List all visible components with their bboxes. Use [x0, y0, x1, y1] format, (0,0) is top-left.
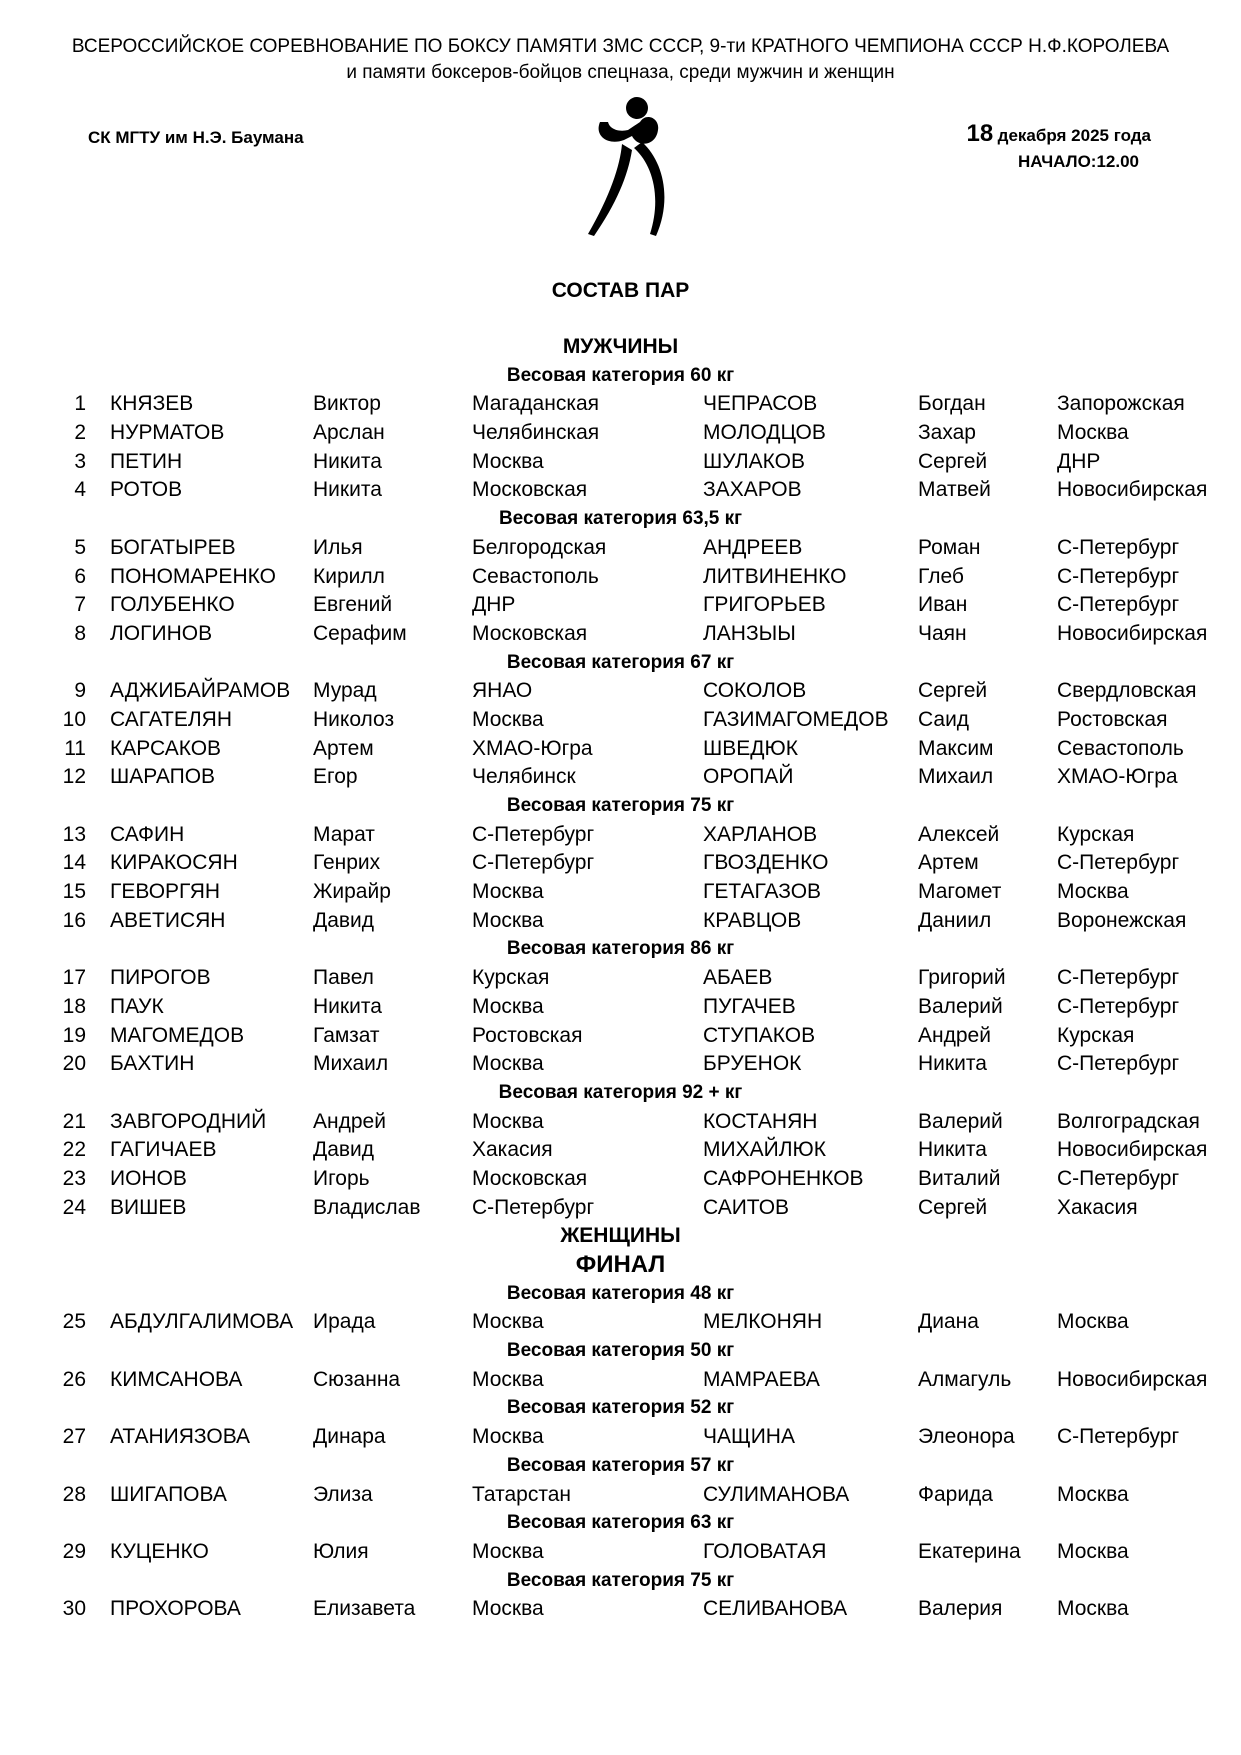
boxer2-surname: СОКОЛОВ	[703, 679, 807, 703]
weight-category-heading: Весовая категория 75 кг	[506, 795, 735, 816]
boxer1-surname: ПАУК	[110, 994, 164, 1018]
weight-category-heading: Весовая категория 63 кг	[506, 1512, 735, 1534]
boxer2-name: Валерий	[918, 1109, 1003, 1133]
boxer1-name: Михаил	[313, 1052, 389, 1076]
boxer1-name: Никита	[313, 449, 382, 473]
bout-row	[0, 419, 1241, 448]
boxer1-region: С-Петербург	[472, 1195, 595, 1219]
bout-row	[0, 1022, 1241, 1051]
boxer1-name: Генрих	[313, 851, 381, 875]
bout-row	[0, 735, 1241, 764]
bouts-list	[0, 333, 1241, 1624]
bout-number: 14	[62, 851, 86, 875]
boxer2-name: Сергей	[918, 449, 988, 473]
boxer1-surname: АВЕТИСЯН	[110, 908, 226, 932]
boxer1-surname: РОТОВ	[110, 478, 183, 502]
boxer2-name: Виталий	[918, 1166, 1001, 1190]
bout-number: 22	[62, 1138, 86, 1162]
boxer1-region: Москва	[472, 449, 544, 473]
bout-number: 16	[62, 908, 86, 932]
boxer1-surname: МАГОМЕДОВ	[110, 1023, 245, 1047]
bout-number: 24	[62, 1195, 86, 1219]
boxer1-region: Московская	[472, 621, 588, 645]
bout-number: 5	[74, 535, 86, 559]
boxer1-surname: САФИН	[110, 822, 185, 846]
bout-number: 26	[62, 1367, 86, 1391]
bout-row	[0, 620, 1241, 649]
bout-number: 17	[62, 966, 86, 990]
boxer1-surname: ПИРОГОВ	[110, 966, 211, 990]
boxer1-surname: ПЕТИН	[110, 449, 183, 473]
boxer1-surname: САГАТЕЛЯН	[110, 707, 232, 731]
boxer1-name: Давид	[313, 908, 375, 932]
boxer1-name: Серафим	[313, 621, 407, 645]
boxer1-region: Москва	[472, 1310, 544, 1334]
boxer2-name: Элеонора	[918, 1425, 1015, 1449]
boxer2-surname: АНДРЕЕВ	[703, 535, 803, 559]
boxer1-region: Москва	[472, 1052, 544, 1076]
boxer2-surname: КРАВЦОВ	[703, 908, 802, 932]
boxer2-region: Запорожская	[1057, 392, 1185, 416]
weight-category-heading: Весовая категория 57 кг	[506, 1454, 735, 1476]
boxer2-region: Москва	[1057, 1539, 1129, 1563]
boxer2-region: Москва	[1057, 880, 1129, 904]
boxer2-name: Магомет	[918, 880, 1002, 904]
boxer2-surname: МЕЛКОНЯН	[703, 1310, 823, 1334]
boxer1-surname: НУРМАТОВ	[110, 421, 225, 445]
boxer1-surname: ГЕВОРГЯН	[110, 880, 221, 904]
boxer2-surname: ЗАХАРОВ	[703, 478, 802, 502]
boxer1-region: Москва	[472, 1597, 544, 1621]
gender-heading: МУЖЧИНЫ	[562, 335, 679, 358]
boxer1-name: Евгений	[313, 593, 393, 617]
bout-number: 4	[74, 478, 86, 502]
bout-row	[0, 1481, 1241, 1510]
stage-heading: ФИНАЛ	[575, 1251, 666, 1278]
boxer1-name: Павел	[313, 966, 374, 990]
date-month-year: декабря 2025 года	[997, 126, 1151, 145]
boxer2-name: Глеб	[918, 564, 964, 588]
boxer2-region: Москва	[1057, 1597, 1129, 1621]
event-date	[967, 120, 1151, 148]
boxer2-surname: ПУГАЧЕВ	[703, 994, 796, 1018]
boxer1-name: Никита	[313, 994, 382, 1018]
bout-row	[0, 706, 1241, 735]
boxer1-region: ЯНАО	[472, 679, 533, 703]
boxer1-name: Мурад	[313, 679, 377, 703]
boxer2-name: Богдан	[918, 392, 986, 416]
boxer1-region: Москва	[472, 1109, 544, 1133]
boxer1-surname: БАХТИН	[110, 1052, 195, 1076]
bout-row	[0, 563, 1241, 592]
boxer1-name: Арслан	[313, 421, 385, 445]
boxer2-surname: СУЛИМАНОВА	[703, 1482, 850, 1506]
boxer2-surname: ЛАНЗЫЫ	[703, 621, 796, 645]
bout-row	[0, 1366, 1241, 1395]
boxer1-surname: ЗАВГОРОДНИЙ	[110, 1109, 267, 1133]
boxer2-region: Воронежская	[1057, 908, 1187, 932]
boxer1-region: Москва	[472, 1367, 544, 1391]
boxer1-region: Москва	[472, 994, 544, 1018]
boxer-pictogram-icon	[580, 96, 710, 256]
bout-number: 20	[62, 1052, 86, 1076]
bout-row	[0, 1165, 1241, 1194]
weight-category-heading: Весовая категория 60 кг	[506, 364, 735, 386]
bout-number: 21	[62, 1109, 86, 1133]
boxer1-name: Элиза	[313, 1482, 373, 1506]
bout-number: 9	[74, 679, 86, 703]
boxer1-name: Давид	[313, 1138, 375, 1162]
boxer2-surname: ГОЛОВАТАЯ	[703, 1539, 827, 1563]
boxer2-surname: ЧЕПРАСОВ	[703, 392, 818, 416]
boxer1-region: Москва	[472, 1539, 544, 1563]
boxer2-region: Волгоградская	[1057, 1109, 1200, 1133]
weight-category-heading: Весовая категория 50 кг	[506, 1340, 735, 1362]
boxer1-surname: ПРОХОРОВА	[110, 1597, 241, 1621]
boxer1-region: Ростовская	[472, 1023, 583, 1047]
weight-category-heading: Весовая категория 92 + кг	[498, 1081, 743, 1103]
boxer2-region: С-Петербург	[1057, 564, 1180, 588]
boxer2-region: С-Петербург	[1057, 1166, 1180, 1190]
boxer1-surname: АДЖИБАЙРАМОВ	[110, 679, 291, 703]
bout-number: 2	[74, 421, 86, 445]
boxer1-surname: ВИШЕВ	[110, 1195, 187, 1219]
boxer1-region: Севастополь	[472, 564, 599, 588]
boxer1-name: Марат	[313, 822, 375, 846]
boxer2-region: ДНР	[1057, 449, 1101, 473]
pairs-title: СОСТАВ ПАР	[551, 279, 690, 302]
boxer2-region: С-Петербург	[1057, 994, 1180, 1018]
boxer2-surname: МИХАЙЛЮК	[703, 1138, 826, 1162]
bout-row	[0, 1595, 1241, 1624]
boxer2-name: Никита	[918, 1052, 987, 1076]
weight-category-heading: Весовая категория 86 кг	[506, 938, 735, 960]
boxer2-name: Фарида	[918, 1482, 993, 1506]
boxer1-surname: АБДУЛГАЛИМОВА	[110, 1310, 294, 1334]
bout-row	[0, 763, 1241, 792]
boxer1-name: Артем	[313, 736, 374, 760]
boxer2-region: Москва	[1057, 421, 1129, 445]
boxer1-name: Динара	[313, 1425, 386, 1449]
boxer1-surname: ЛОГИНОВ	[110, 621, 213, 645]
boxer2-region: Свердловская	[1057, 679, 1197, 703]
boxer1-surname: ШАРАПОВ	[110, 765, 216, 789]
boxer2-name: Матвей	[918, 478, 991, 502]
bout-number: 12	[62, 765, 86, 789]
boxer1-name: Гамзат	[313, 1023, 380, 1047]
boxer2-surname: ГРИГОРЬЕВ	[703, 593, 826, 617]
boxer1-name: Юлия	[313, 1539, 369, 1563]
boxer2-name: Валерий	[918, 994, 1003, 1018]
bout-number: 3	[74, 449, 86, 473]
bout-row	[0, 677, 1241, 706]
bout-number: 7	[74, 593, 86, 617]
boxer1-region: Курская	[472, 966, 550, 990]
boxer2-name: Алмагуль	[918, 1367, 1012, 1391]
boxer1-region: Белгородская	[472, 535, 607, 559]
boxer1-name: Ирада	[313, 1310, 376, 1334]
weight-category-heading: Весовая категория 63,5 кг	[498, 508, 743, 530]
venue: СК МГТУ им Н.Э. Баумана	[88, 128, 304, 147]
boxer1-surname: КИМСАНОВА	[110, 1367, 243, 1391]
boxer2-surname: САФРОНЕНКОВ	[703, 1166, 864, 1190]
boxer2-surname: МОЛОДЦОВ	[703, 421, 826, 445]
bout-number: 19	[62, 1023, 86, 1047]
boxer2-region: Новосибирская	[1057, 621, 1208, 645]
bout-row	[0, 591, 1241, 620]
boxer1-name: Никита	[313, 478, 382, 502]
boxer1-surname: КАРСАКОВ	[110, 736, 222, 760]
boxer1-surname: КУЦЕНКО	[110, 1539, 209, 1563]
boxer2-region: Москва	[1057, 1310, 1129, 1334]
boxer2-region: Новосибирская	[1057, 478, 1208, 502]
bout-number: 1	[74, 392, 86, 416]
boxer2-name: Михаил	[918, 765, 994, 789]
boxer2-region: Ростовская	[1057, 707, 1168, 731]
event-title: ВСЕРОССИЙСКОЕ СОРЕВНОВАНИЕ ПО БОКСУ ПАМЯТИ ЗМС СССР, 9-ти КРАТНОГО ЧЕМПИОНА СССР Н.Ф.КОРОЛЕВА	[71, 36, 1170, 57]
boxer1-surname: КИРАКОСЯН	[110, 851, 238, 875]
bout-row	[0, 1308, 1241, 1337]
boxer2-name: Саид	[918, 707, 970, 731]
bout-row	[0, 1050, 1241, 1079]
weight-category-heading: Весовая категория 48 кг	[506, 1282, 735, 1304]
boxer2-surname: МАМРАЕВА	[703, 1367, 820, 1391]
boxer2-surname: САИТОВ	[703, 1195, 790, 1219]
boxer1-region: Москва	[472, 1425, 544, 1449]
boxer1-name: Андрей	[313, 1109, 386, 1133]
bout-row	[0, 534, 1241, 563]
boxer2-surname: СТУПАКОВ	[703, 1023, 816, 1047]
boxer2-surname: ЧАЩИНА	[703, 1425, 795, 1449]
boxer2-name: Андрей	[918, 1023, 991, 1047]
bout-row	[0, 1423, 1241, 1452]
boxer2-region: Новосибирская	[1057, 1138, 1208, 1162]
boxer2-surname: ГАЗИМАГОМЕДОВ	[703, 707, 889, 731]
boxer2-name: Роман	[918, 535, 981, 559]
boxer2-name: Екатерина	[918, 1539, 1021, 1563]
boxer2-name: Максим	[918, 736, 994, 760]
boxer2-name: Алексей	[918, 822, 1000, 846]
boxer2-name: Валерия	[918, 1597, 1003, 1621]
bout-number: 27	[62, 1425, 86, 1449]
weight-category-heading: Весовая категория 75 кг	[506, 1569, 735, 1591]
bout-number: 10	[62, 707, 86, 731]
bout-row	[0, 964, 1241, 993]
bout-row	[0, 476, 1241, 505]
bout-number: 23	[62, 1166, 86, 1190]
gender-heading: ЖЕНЩИНЫ	[560, 1224, 681, 1248]
bout-row	[0, 448, 1241, 477]
boxer1-surname: БОГАТЫРЕВ	[110, 535, 236, 559]
weight-category-heading: Весовая категория 67 кг	[506, 651, 735, 673]
boxer1-surname: ИОНОВ	[110, 1166, 187, 1190]
boxer1-region: Москва	[472, 707, 544, 731]
bout-number: 18	[62, 994, 86, 1018]
boxer1-surname: ПОНОМАРЕНКО	[110, 564, 276, 588]
boxer1-region: Московская	[472, 1166, 588, 1190]
boxer1-name: Илья	[313, 535, 363, 559]
boxer2-surname: АБАЕВ	[703, 966, 773, 990]
boxer2-region: С-Петербург	[1057, 1052, 1180, 1076]
boxer2-surname: ШВЕДЮК	[703, 736, 798, 760]
bout-number: 30	[62, 1597, 86, 1621]
boxer2-surname: КОСТАНЯН	[703, 1109, 818, 1133]
boxer1-region: Татарстан	[472, 1482, 572, 1506]
bout-row	[0, 907, 1241, 936]
boxer2-region: Севастополь	[1057, 736, 1184, 760]
date-day: 18	[966, 120, 994, 147]
bout-row	[0, 1108, 1241, 1137]
boxer2-region: С-Петербург	[1057, 1425, 1180, 1449]
boxer2-surname: ШУЛАКОВ	[703, 449, 806, 473]
boxer2-name: Артем	[918, 851, 979, 875]
boxer2-surname: ЛИТВИНЕНКО	[703, 564, 847, 588]
bout-row	[0, 878, 1241, 907]
boxer1-name: Елизавета	[313, 1597, 416, 1621]
bout-number: 13	[62, 822, 86, 846]
boxer2-region: С-Петербург	[1057, 535, 1180, 559]
bout-number: 8	[74, 621, 86, 645]
boxer1-surname: ШИГАПОВА	[110, 1482, 227, 1506]
bout-number: 29	[62, 1539, 86, 1563]
boxer2-surname: БРУЕНОК	[703, 1052, 802, 1076]
boxer2-surname: ХАРЛАНОВ	[703, 822, 818, 846]
bout-row	[0, 993, 1241, 1022]
bout-row	[0, 1194, 1241, 1223]
bout-row	[0, 849, 1241, 878]
boxer1-name: Сюзанна	[313, 1367, 401, 1391]
boxer2-surname: ГЕТАГАЗОВ	[703, 880, 822, 904]
boxer1-name: Егор	[313, 765, 358, 789]
boxer2-name: Диана	[918, 1310, 979, 1334]
boxer2-region: Москва	[1057, 1482, 1129, 1506]
bout-row	[0, 390, 1241, 419]
event-subtitle: и памяти боксеров-бойцов спецназа, среди мужчин и женщин	[346, 62, 895, 83]
boxer1-name: Владислав	[313, 1195, 421, 1219]
bout-number: 28	[62, 1482, 86, 1506]
boxer2-name: Даниил	[918, 908, 992, 932]
boxer1-region: Москва	[472, 880, 544, 904]
boxer1-region: Челябинская	[472, 421, 600, 445]
boxer2-name: Чаян	[918, 621, 967, 645]
boxer1-region: Москва	[472, 908, 544, 932]
bout-number: 15	[62, 880, 86, 904]
boxer2-name: Сергей	[918, 679, 988, 703]
boxer1-region: ДНР	[472, 593, 516, 617]
boxer2-surname: ГВОЗДЕНКО	[703, 851, 829, 875]
boxer1-region: ХМАО-Югра	[472, 736, 593, 760]
boxer2-name: Иван	[918, 593, 968, 617]
boxer2-region: Хакасия	[1057, 1195, 1138, 1219]
boxer1-name: Игорь	[313, 1166, 370, 1190]
boxer1-surname: АТАНИЯЗОВА	[110, 1425, 251, 1449]
boxer2-region: Курская	[1057, 1023, 1135, 1047]
boxer1-region: Магаданская	[472, 392, 600, 416]
boxer2-region: С-Петербург	[1057, 851, 1180, 875]
boxer1-region: С-Петербург	[472, 822, 595, 846]
boxer2-surname: СЕЛИВАНОВА	[703, 1597, 848, 1621]
boxer1-name: Жирайр	[313, 880, 391, 904]
boxer1-surname: ГОЛУБЕНКО	[110, 593, 235, 617]
boxer2-region: ХМАО-Югра	[1057, 765, 1178, 789]
boxer1-name: Николоз	[313, 707, 395, 731]
boxer2-region: С-Петербург	[1057, 966, 1180, 990]
boxer2-region: Курская	[1057, 822, 1135, 846]
bout-number: 11	[64, 736, 86, 760]
boxer1-name: Кирилл	[313, 564, 385, 588]
start-time: НАЧАЛО:12.00	[1017, 152, 1139, 171]
bout-number: 25	[62, 1310, 86, 1334]
boxer2-name: Григорий	[918, 966, 1006, 990]
bout-number: 6	[74, 564, 86, 588]
weight-category-heading: Весовая категория 52 кг	[506, 1397, 735, 1419]
boxer2-region: С-Петербург	[1057, 593, 1180, 617]
boxer2-region: Новосибирская	[1057, 1367, 1208, 1391]
boxer1-surname: КНЯЗЕВ	[110, 392, 194, 416]
bout-row	[0, 1136, 1241, 1165]
boxer1-name: Виктор	[313, 392, 381, 416]
bout-row	[0, 1538, 1241, 1567]
boxer2-surname: ОРОПАЙ	[703, 765, 794, 789]
boxer2-name: Никита	[918, 1138, 987, 1162]
boxer1-region: С-Петербург	[472, 851, 595, 875]
boxer2-name: Захар	[918, 421, 976, 445]
boxer1-region: Хакасия	[472, 1138, 553, 1162]
boxer2-name: Сергей	[918, 1195, 988, 1219]
boxer1-surname: ГАГИЧАЕВ	[110, 1138, 217, 1162]
boxer1-region: Челябинск	[472, 765, 576, 789]
bout-row	[0, 821, 1241, 850]
boxer1-region: Московская	[472, 478, 588, 502]
